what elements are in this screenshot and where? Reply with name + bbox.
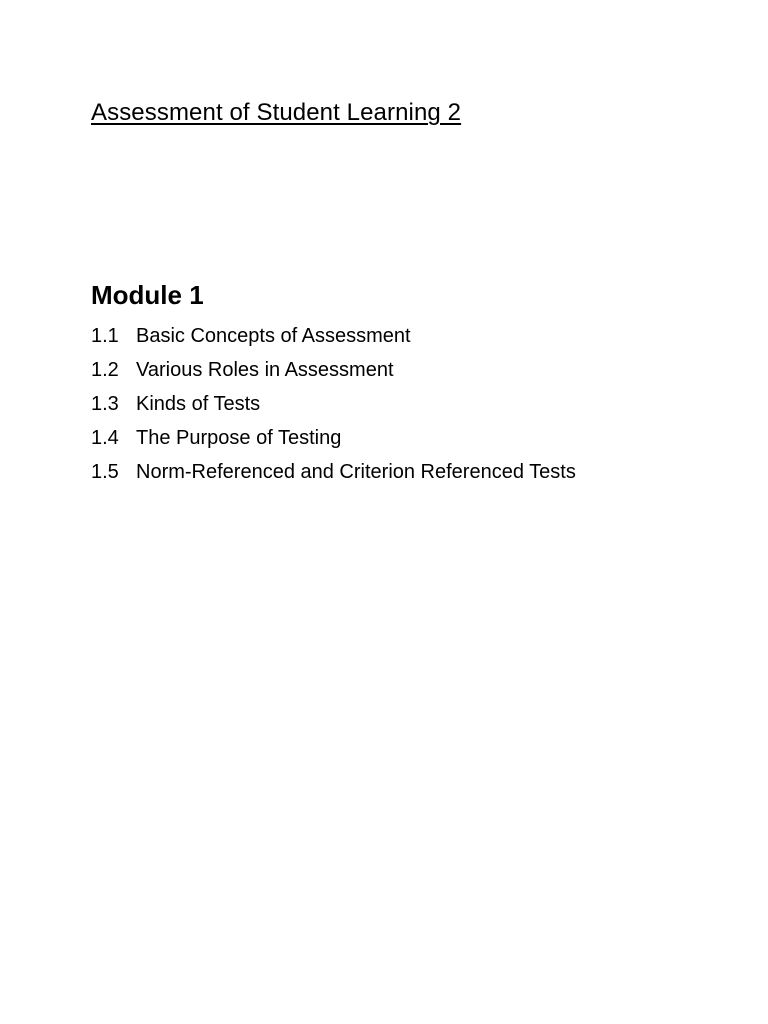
item-text: The Purpose of Testing — [136, 427, 342, 449]
item-number: 1.2 — [91, 359, 119, 381]
item-number: 1.1 — [91, 325, 119, 347]
module-topic-list — [91, 324, 576, 494]
document-title: Assessment of Student Learning 2 — [91, 99, 462, 126]
item-text: Norm-Referenced and Criterion Referenced Tests — [136, 461, 576, 483]
module-heading: Module 1 — [91, 280, 204, 310]
list-item — [91, 324, 576, 358]
item-number: 1.3 — [91, 393, 119, 415]
list-item — [91, 460, 576, 494]
item-number: 1.4 — [91, 427, 119, 449]
list-item — [91, 426, 576, 460]
list-item — [91, 392, 576, 426]
item-number: 1.5 — [91, 461, 119, 483]
item-text: Various Roles in Assessment — [136, 359, 394, 381]
item-text: Basic Concepts of Assessment — [136, 325, 411, 347]
list-item — [91, 358, 576, 392]
item-text: Kinds of Tests — [136, 393, 261, 415]
